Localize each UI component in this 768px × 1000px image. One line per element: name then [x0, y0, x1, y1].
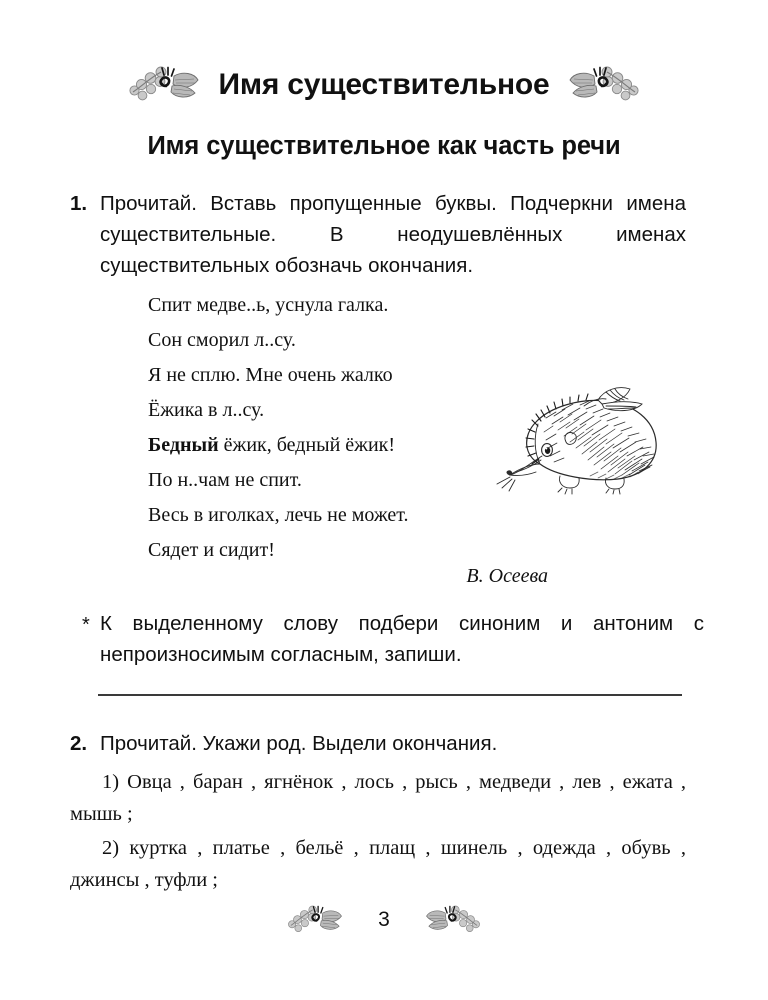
page-title: Имя существительное — [218, 68, 550, 101]
berry-leaf-ornament-icon — [568, 62, 640, 108]
word-list-item — [70, 832, 686, 896]
exercise-1-number: 1. — [70, 192, 88, 215]
exercise-1-note-text: К выделенному слову подбери синоним и антоним с непроизносимым согласным, запиши. — [100, 612, 704, 666]
berry-leaf-ornament-icon — [128, 62, 200, 108]
exercise-1-instruction-text: Прочитай. Вставь пропущенные буквы. Подчеркни имена существительные. В неодушевлённых именах существительных обозначь окончания. — [100, 192, 686, 277]
exercise-2-instruction-text: Прочитай. Укажи род. Выдели окончания. — [100, 732, 498, 755]
berry-leaf-ornament-icon — [425, 902, 481, 938]
poem-line: Сон сморил л..су. — [148, 329, 296, 351]
poem-line: Спит медве..ь, уснула галка. — [148, 294, 389, 316]
poem-line: Я не сплю. Мне очень жалко — [148, 364, 393, 386]
poem-attribution: В. Осеева — [466, 565, 548, 587]
section-divider — [98, 694, 682, 696]
poem-bold-word: Бедный — [148, 434, 219, 456]
word-list-marker: 1) — [102, 771, 120, 793]
word-list-item — [70, 766, 686, 830]
exercise-2-instruction — [70, 728, 686, 759]
exercise-2 — [70, 728, 686, 759]
word-list-text: куртка , платье , бельё , плащ , шинель , одежда , обувь , джинсы , туфли ; — [70, 837, 686, 891]
page-header — [0, 62, 768, 108]
poem-line: По н..чам не спит. — [148, 469, 302, 491]
poem-line-highlighted: Бедный ёжик, бедный ёжик! — [148, 434, 396, 456]
word-list-text: Овца , баран , ягнёнок , лось , рысь , медведи , лев , ежата , мышь ; — [70, 771, 686, 825]
hedgehog-illustration — [494, 372, 680, 504]
poem-line: Весь в иголках, лечь не может. — [148, 504, 409, 526]
exercise-1-instruction — [70, 188, 686, 281]
exercise-2-number: 2. — [70, 732, 88, 755]
page-subtitle: Имя существительное как часть речи — [147, 132, 621, 160]
exercise-1-note — [82, 608, 704, 670]
poem-line: Сядет и сидит! — [148, 539, 275, 561]
berry-leaf-ornament-icon — [287, 902, 343, 938]
asterisk-icon: * — [82, 614, 90, 636]
word-lists — [70, 766, 686, 898]
page-number: 3 — [378, 908, 390, 931]
word-list-marker: 2) — [102, 837, 120, 859]
page-footer — [0, 902, 768, 938]
exercise-1 — [70, 188, 686, 281]
poem-line: Ёжика в л..су. — [148, 399, 265, 421]
